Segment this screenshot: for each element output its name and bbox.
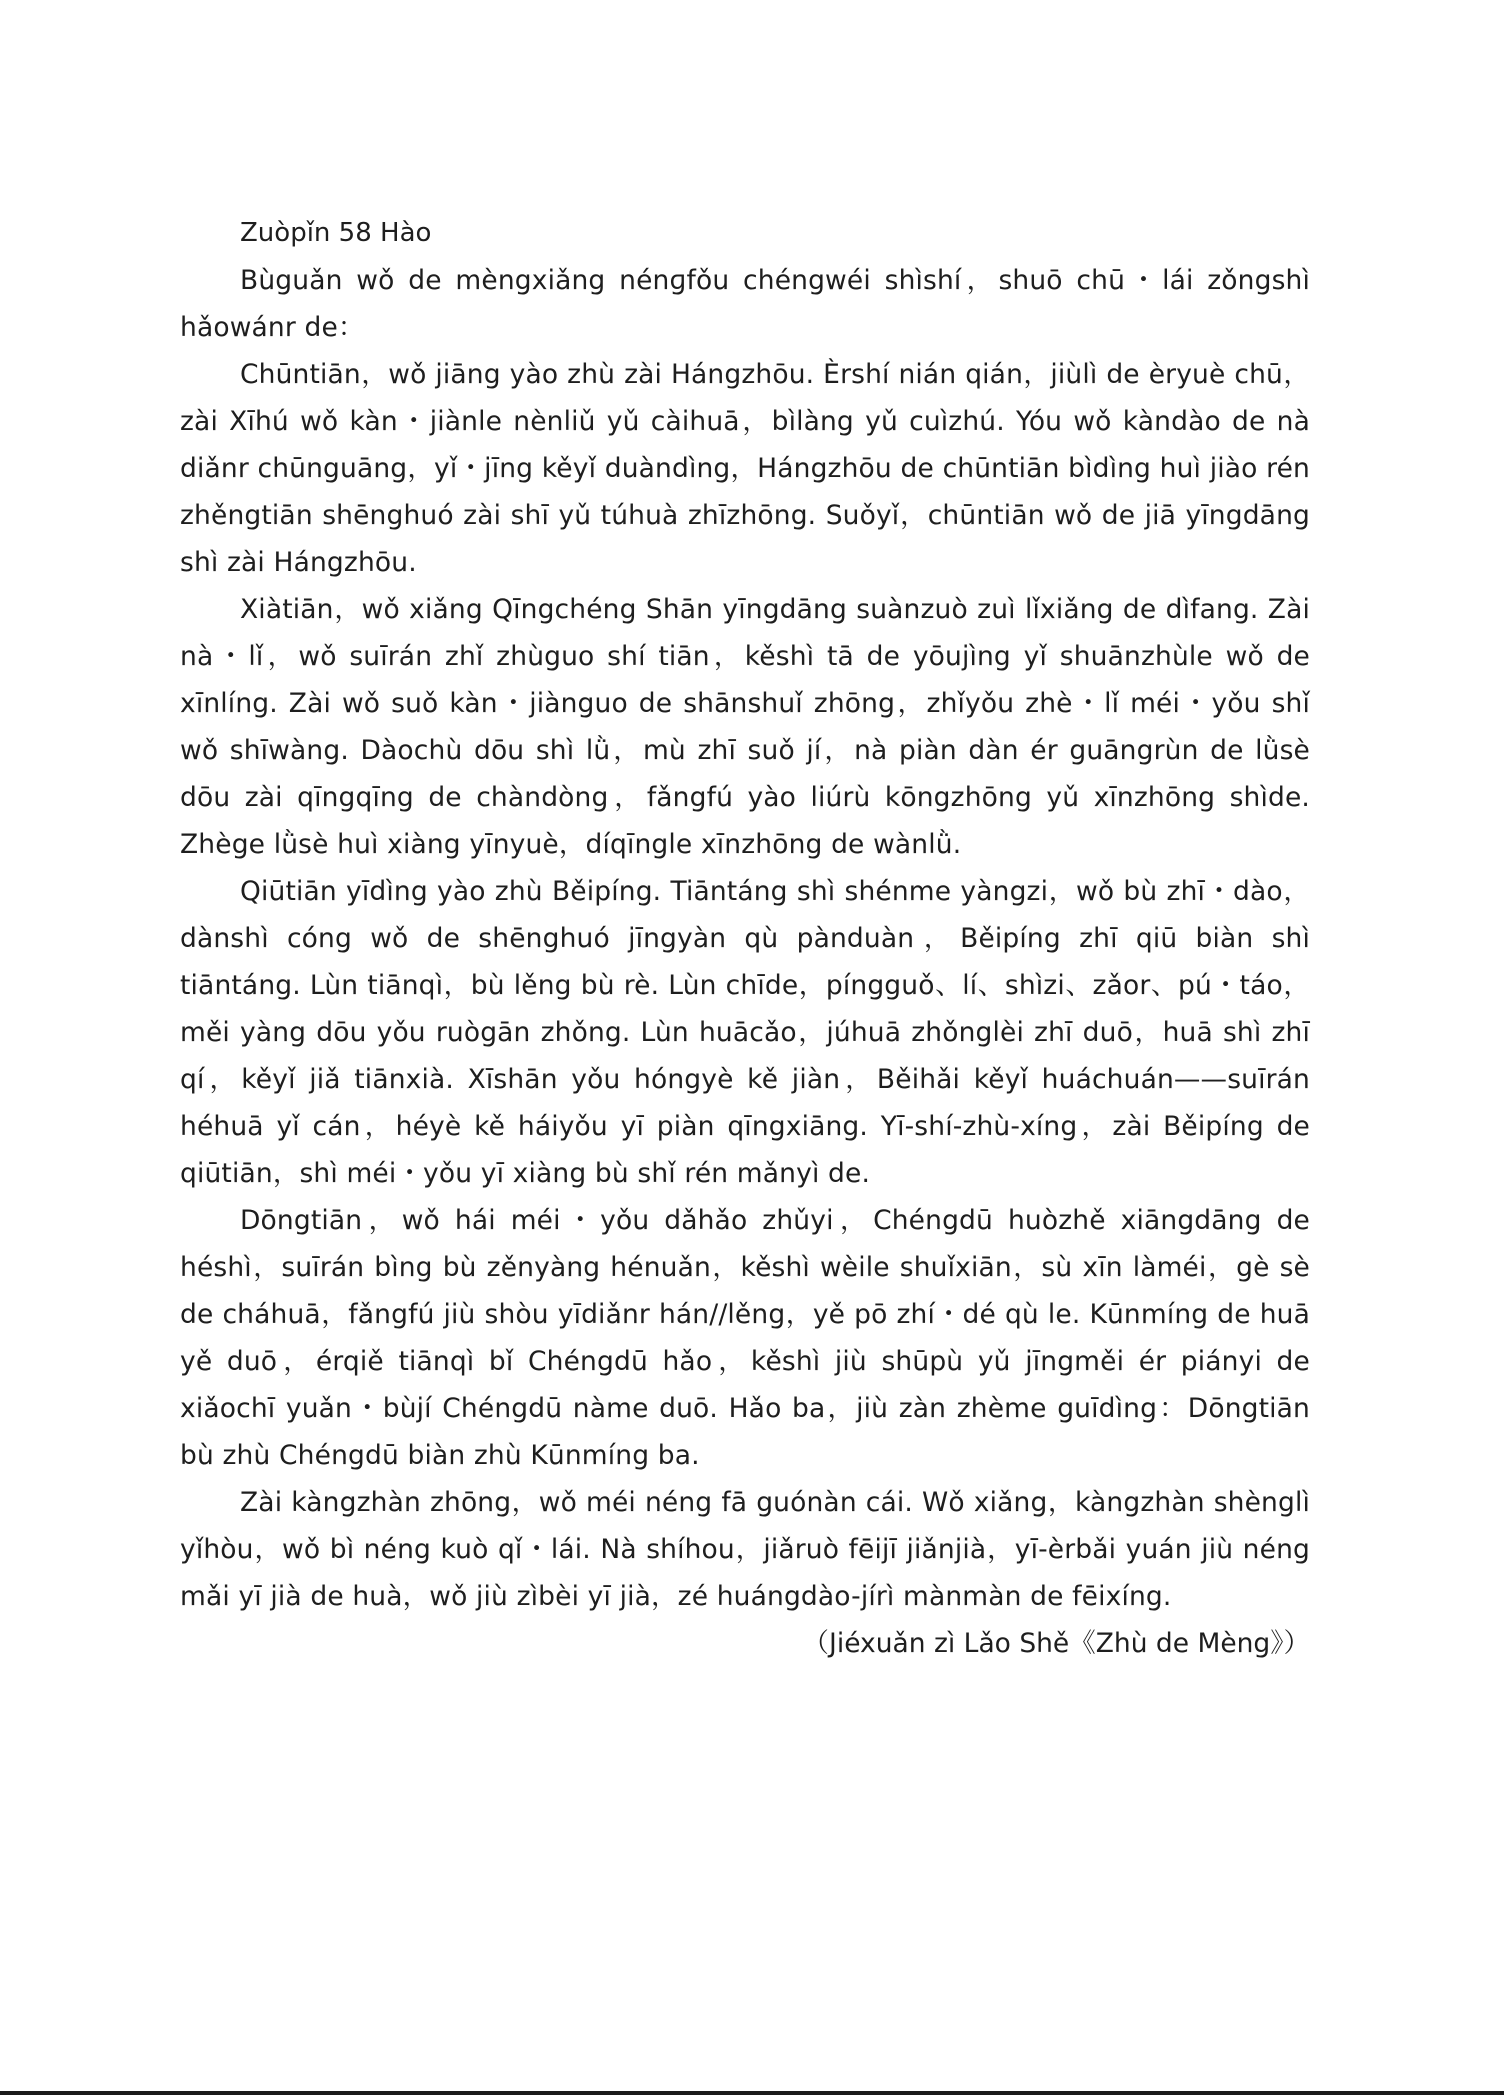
bottom-border-line [0,2091,1504,2095]
paragraph-intro: Bùguǎn wǒ de mèngxiǎng nénɡfǒu chéngwéi shìshí，shuō chū・lái zǒngshì hǎowánr de： [180,265,1310,343]
paragraph-autumn: Qiūtiān yīdìng yào zhù Běipíng. Tiāntáng shì shénme yàngzi，wǒ bù zhī・dào，dànshì cóng wǒ de shēnghuó jīngyàn qù pànduàn，Běipíng zhī qiū biàn shì tiāntáng. Lùn tiānqì，bù lěng bù rè. Lùn chīde，píngguǒ、lí、shìzi、zǎor、pú・táo，měi yàng dōu yǒu ruògān zhǒng. Lùn huācǎo，júhuā zhǒnglèi zhī duō，huā shì zhī qí，kěyǐ jiǎ tiānxià. Xīshān yǒu hóngyè kě jiàn，Běihǎi kěyǐ huáchuán——suīrán héhuā yǐ cán，héyè kě háiyǒu yī piàn qīngxiāng. Yī-shí-zhù-xíng，zài Běipíng de qiūtiān，shì méi・yǒu yī xiàng bù shǐ rén mǎnyì de. [180,876,1310,1189]
paragraph-summer: Xiàtiān，wǒ xiǎng Qīngchéng Shān yīngdāng suànzuò zuì lǐxiǎng de dìfang. Zài nà・lǐ，wǒ suīrán zhǐ zhùguo shí tiān，kěshì tā de yōujìng yǐ shuānzhùle wǒ de xīnlíng. Zài wǒ suǒ kàn・jiànguo de shānshuǐ zhōng，zhǐyǒu zhè・lǐ méi・yǒu shǐ wǒ shīwàng. Dàochù dōu shì lǜ，mù zhī suǒ jí，nà piàn dàn ér guāngrùn de lǜsè dōu zài qīngqīng de chàndòng，fǎngfú yào liúrù kōngzhōng yǔ xīnzhōng shìde. Zhège lǜsè huì xiàng yīnyuè，díqīngle xīnzhōng de wànlǜ. [180,594,1310,860]
paragraph-winter: Dōngtiān，wǒ hái méi・yǒu dǎhǎo zhǔyi，Chéngdū huòzhě xiāngdāng de héshì，suīrán bìng bù zěnyàng hénuǎn，kěshì wèile shuǐxiān，sù xīn làméi，gè sè de cháhuā，fǎngfú jiù shòu yīdiǎnr hán//lěng，yě pō zhí・dé qù le. Kūnmíng de huā yě duō，érqiě tiānqì bǐ Chéngdū hǎo，kěshì jiù shūpù yǔ jīngměi ér piányi de xiǎochī yuǎn・bùjí Chéngdū nàme duō. Hǎo ba，jiù zàn zhème guīdìng：Dōngtiān bù zhù Chéngdū biàn zhù Kūnmíng ba. [180,1205,1310,1471]
source-citation: （Jiéxuǎn zì Lǎo Shě《Zhù de Mèng》） [802,1628,1310,1659]
paragraph-spring: Chūntiān，wǒ jiāng yào zhù zài Hángzhōu. Èrshí nián qián，jiùlì de èryuè chū，zài Xīhú wǒ kàn・jiànle nènliǔ yǔ càihuā，bìlàng yǔ cuìzhú. Yóu wǒ kàndào de nà diǎnr chūnguāng，yǐ・jīng kěyǐ duàndìng，Hángzhōu de chūntiān bìdìng huì jiào rén zhěngtiān shēnghuó zài shī yǔ túhuà zhīzhōng. Suǒyǐ，chūntiān wǒ de jiā yīngdāng shì zài Hángzhōu. [180,359,1310,578]
document-page [180,210,1310,1667]
paragraph-war: Zài kàngzhàn zhōng，wǒ méi néng fā guónàn cái. Wǒ xiǎng，kàngzhàn shènglì yǐhòu，wǒ bì néng kuò qǐ・lái. Nà shíhou，jiǎruò fēijī jiǎnjià，yī-èrbǎi yuán jiù néng mǎi yī jià de huà，wǒ jiù zìbèi yī jià，zé huángdào-jírì mànmàn de fēixíng. [180,1487,1310,1612]
document-title: Zuòpǐn 58 Hào [240,218,432,248]
